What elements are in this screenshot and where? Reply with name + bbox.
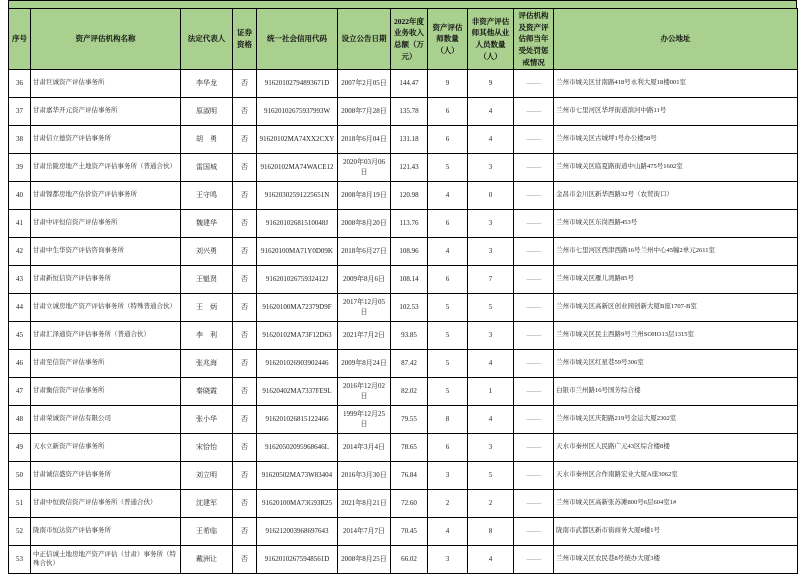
cell-institution-name: 甘肃诚信盛资产评估事务所	[31, 462, 181, 490]
cell-appraiser-count: 5	[428, 154, 468, 182]
cell-institution-name: 甘肃嘉华开元资产评估事务所	[31, 98, 181, 126]
cell-credit-code: 91620102675932412J	[257, 266, 338, 294]
cell-office-address: 天水市秦州区人民路广元43区综合楼8楼	[554, 434, 798, 462]
cell-announcement-date: 2014年3月4日	[338, 434, 391, 462]
cell-appraiser-count: 4	[428, 518, 468, 546]
cell-legal-representative: 刘立明	[181, 462, 233, 490]
cell-serial-number: 49	[9, 434, 31, 462]
cell-legal-representative: 秦晓霞	[181, 378, 233, 406]
cell-securities-qualification: 否	[233, 378, 257, 406]
cell-securities-qualification: 否	[233, 518, 257, 546]
institution-table	[8, 8, 798, 574]
table-row	[9, 350, 798, 378]
cell-legal-representative: 王魁贤	[181, 266, 233, 294]
cell-appraiser-count: 3	[428, 546, 468, 574]
cell-appraiser-count: 4	[428, 182, 468, 210]
cell-securities-qualification: 否	[233, 126, 257, 154]
cell-legal-representative: 王守鸣	[181, 182, 233, 210]
cell-punishment-status: ——	[514, 546, 554, 574]
cell-revenue-2022: 135.78	[391, 98, 428, 126]
cell-appraiser-count: 6	[428, 126, 468, 154]
cell-revenue-2022: 66.02	[391, 546, 428, 574]
table-row	[9, 238, 798, 266]
cell-institution-name: 甘肃衡信资产评估事务所	[31, 378, 181, 406]
cell-securities-qualification: 否	[233, 350, 257, 378]
table-row	[9, 462, 798, 490]
cell-punishment-status: ——	[514, 518, 554, 546]
table-row	[9, 210, 798, 238]
cell-other-staff-count: 8	[468, 518, 514, 546]
cell-punishment-status: ——	[514, 462, 554, 490]
cell-revenue-2022: 76.84	[391, 462, 428, 490]
cell-securities-qualification: 否	[233, 490, 257, 518]
cell-revenue-2022: 82.02	[391, 378, 428, 406]
table-row	[9, 182, 798, 210]
cell-institution-name: 甘肃立诚房地产资产评估事务所（特殊普通合伙）	[31, 294, 181, 322]
cell-other-staff-count: 4	[468, 406, 514, 434]
cell-office-address: 天水市秦州区合作南路宏业大厦A座3062室	[554, 462, 798, 490]
cell-serial-number: 50	[9, 462, 31, 490]
cell-serial-number: 39	[9, 154, 31, 182]
cell-announcement-date: 1999年12月25日	[338, 406, 391, 434]
cell-office-address: 兰州市城关区甘南路418号永利大厦18楼001室	[554, 70, 798, 98]
cell-legal-representative: 戴洲让	[181, 546, 233, 574]
cell-credit-code: 916201026903902446	[257, 350, 338, 378]
cell-legal-representative: 原淑明	[181, 98, 233, 126]
cell-announcement-date: 2008年8月20日	[338, 210, 391, 238]
cell-securities-qualification: 否	[233, 294, 257, 322]
cell-announcement-date: 2021年7月2日	[338, 322, 391, 350]
cell-serial-number: 36	[9, 70, 31, 98]
cell-serial-number: 44	[9, 294, 31, 322]
cell-office-address: 金昌市金川区新华西路32号（农贸街口）	[554, 182, 798, 210]
cell-other-staff-count: 4	[468, 126, 514, 154]
cell-punishment-status: ——	[514, 126, 554, 154]
col-header-announcement-date: 设立公告日期	[338, 9, 391, 70]
cell-credit-code: 91620102MA74XX2CXY	[257, 126, 338, 154]
cell-serial-number: 37	[9, 98, 31, 126]
cell-office-address: 兰州市城关区东岗西路453号	[554, 210, 798, 238]
cell-serial-number: 41	[9, 210, 31, 238]
cell-legal-representative: 雷国城	[181, 154, 233, 182]
cell-revenue-2022: 120.98	[391, 182, 428, 210]
col-header-office-address: 办公地址	[554, 9, 798, 70]
col-header-revenue-2022: 2022年度业务收入总额（万元）	[391, 9, 428, 70]
cell-other-staff-count: 7	[468, 266, 514, 294]
cell-credit-code: 91620302591225651N	[257, 182, 338, 210]
header-row	[9, 9, 798, 70]
cell-credit-code: 91620402MA7337FE9L	[257, 378, 338, 406]
cell-institution-name: 天水立新资产评估事务所	[31, 434, 181, 462]
cell-appraiser-count: 6	[428, 210, 468, 238]
cell-securities-qualification: 否	[233, 154, 257, 182]
cell-revenue-2022: 131.18	[391, 126, 428, 154]
cell-appraiser-count: 8	[428, 406, 468, 434]
table-row	[9, 98, 798, 126]
cell-announcement-date: 2020年03月06日	[338, 154, 391, 182]
cell-other-staff-count: 2	[468, 490, 514, 518]
cell-revenue-2022: 70.45	[391, 518, 428, 546]
cell-securities-qualification: 否	[233, 238, 257, 266]
cell-revenue-2022: 93.85	[391, 322, 428, 350]
cell-serial-number: 43	[9, 266, 31, 294]
clipped-row-strip	[8, 0, 797, 8]
cell-other-staff-count: 1	[468, 378, 514, 406]
cell-office-address: 兰州市城关区农民巷8号统办大厦3楼	[554, 546, 798, 574]
cell-announcement-date: 2018年6月04日	[338, 126, 391, 154]
cell-legal-representative: 张小华	[181, 406, 233, 434]
cell-punishment-status: ——	[514, 154, 554, 182]
table-row	[9, 546, 798, 574]
cell-institution-name: 甘肃中恒致信资产评估事务所（普通合伙）	[31, 490, 181, 518]
cell-serial-number: 52	[9, 518, 31, 546]
col-header-other-staff-count: 非资产评估师其他从业人员数量（人）	[468, 9, 514, 70]
cell-announcement-date: 2008年7月28日	[338, 98, 391, 126]
cell-appraiser-count: 5	[428, 294, 468, 322]
cell-serial-number: 42	[9, 238, 31, 266]
cell-office-address: 兰州市城关区临夏路街道中山路475号1602室	[554, 154, 798, 182]
cell-legal-representative: 宋恰怡	[181, 434, 233, 462]
cell-credit-code: 91620100MA73G93R25	[257, 490, 338, 518]
table-row	[9, 378, 798, 406]
cell-announcement-date: 2018年6月27日	[338, 238, 391, 266]
cell-revenue-2022: 121.43	[391, 154, 428, 182]
cell-office-address: 陇南市武都区新市街商务大厦8楼1号	[554, 518, 798, 546]
cell-serial-number: 40	[9, 182, 31, 210]
table-row	[9, 266, 798, 294]
cell-institution-name: 甘肃中评恒信资产评估事务所	[31, 210, 181, 238]
cell-announcement-date: 2016年12月02日	[338, 378, 391, 406]
table-row	[9, 126, 798, 154]
cell-other-staff-count: 3	[468, 154, 514, 182]
cell-appraiser-count: 6	[428, 98, 468, 126]
cell-institution-name: 甘肃汇泽通资产评估事务所（普通合伙）	[31, 322, 181, 350]
cell-institution-name: 中正信诚土地房地产资产评估（甘肃）事务所（特殊合伙）	[31, 546, 181, 574]
col-header-legal-representative: 法定代表人	[181, 9, 233, 70]
cell-punishment-status: ——	[514, 266, 554, 294]
table-row	[9, 434, 798, 462]
col-header-serial-number: 序号	[9, 9, 31, 70]
cell-credit-code: 91620102MA74WACE12	[257, 154, 338, 182]
cell-office-address: 兰州市城关区雁儿湾路85号	[554, 266, 798, 294]
cell-office-address: 兰州市城关区高新区创业园创新大厦B座1707-B室	[554, 294, 798, 322]
cell-serial-number: 48	[9, 406, 31, 434]
cell-punishment-status: ——	[514, 490, 554, 518]
cell-securities-qualification: 否	[233, 434, 257, 462]
table-body	[9, 70, 798, 574]
cell-other-staff-count: 9	[468, 70, 514, 98]
cell-office-address: 白银市兰州路16号国芳综合楼	[554, 378, 798, 406]
cell-other-staff-count: 0	[468, 182, 514, 210]
table-row	[9, 490, 798, 518]
cell-office-address: 兰州市城关区民主西路9号兰州SOHO13层1315室	[554, 322, 798, 350]
cell-appraiser-count: 6	[428, 266, 468, 294]
table-row	[9, 154, 798, 182]
cell-revenue-2022: 113.76	[391, 210, 428, 238]
cell-punishment-status: ——	[514, 294, 554, 322]
cell-revenue-2022: 108.14	[391, 266, 428, 294]
cell-serial-number: 53	[9, 546, 31, 574]
cell-announcement-date: 2017年12月05日	[338, 294, 391, 322]
cell-office-address: 兰州市城关区古城坪1号办公楼58号	[554, 126, 798, 154]
cell-credit-code: 91620502095968646L	[257, 434, 338, 462]
cell-credit-code: 91620102681510048J	[257, 210, 338, 238]
cell-punishment-status: ——	[514, 350, 554, 378]
cell-other-staff-count: 3	[468, 210, 514, 238]
cell-legal-representative: 胡 勇	[181, 126, 233, 154]
cell-serial-number: 38	[9, 126, 31, 154]
table-row	[9, 70, 798, 98]
cell-punishment-status: ——	[514, 378, 554, 406]
cell-other-staff-count: 4	[468, 546, 514, 574]
cell-credit-code: 91620102675948561D	[257, 546, 338, 574]
cell-revenue-2022: 144.47	[391, 70, 428, 98]
cell-appraiser-count: 3	[428, 462, 468, 490]
cell-appraiser-count: 4	[428, 238, 468, 266]
cell-credit-code: 91620100MA71Y0D09K	[257, 238, 338, 266]
spreadsheet-page	[8, 0, 797, 574]
col-header-appraiser-count: 资产评估师数量（人）	[428, 9, 468, 70]
cell-office-address: 兰州市七里河区华坪街道滨河中路11号	[554, 98, 798, 126]
table-row	[9, 518, 798, 546]
cell-announcement-date: 2009年8月6日	[338, 266, 391, 294]
cell-serial-number: 47	[9, 378, 31, 406]
table-header	[9, 9, 798, 70]
cell-appraiser-count: 5	[428, 350, 468, 378]
cell-announcement-date: 2007年2月05日	[338, 70, 391, 98]
cell-other-staff-count: 3	[468, 434, 514, 462]
cell-office-address: 兰州市城关区庆阳路219号金运大厦2302室	[554, 406, 798, 434]
cell-legal-representative: 王 炳	[181, 294, 233, 322]
cell-appraiser-count: 5	[428, 378, 468, 406]
table-row	[9, 322, 798, 350]
cell-punishment-status: ——	[514, 322, 554, 350]
cell-institution-name: 甘肃至信资产评估事务所	[31, 350, 181, 378]
cell-revenue-2022: 72.60	[391, 490, 428, 518]
cell-credit-code: 91620102MA73F12D63	[257, 322, 338, 350]
cell-institution-name: 甘肃巨诚资产评估事务所	[31, 70, 181, 98]
cell-other-staff-count: 3	[468, 238, 514, 266]
table-row	[9, 294, 798, 322]
col-header-institution-name: 资产评估机构名称	[31, 9, 181, 70]
cell-legal-representative: 张兆海	[181, 350, 233, 378]
cell-other-staff-count: 3	[468, 322, 514, 350]
cell-revenue-2022: 87.42	[391, 350, 428, 378]
cell-punishment-status: ——	[514, 406, 554, 434]
cell-legal-representative: 李 利	[181, 322, 233, 350]
cell-announcement-date: 2008年8月25日	[338, 546, 391, 574]
cell-announcement-date: 2016年3月30日	[338, 462, 391, 490]
cell-credit-code: 916201026815122466	[257, 406, 338, 434]
cell-revenue-2022: 108.96	[391, 238, 428, 266]
cell-credit-code: 91620100MA72379D9F	[257, 294, 338, 322]
cell-punishment-status: ——	[514, 182, 554, 210]
cell-securities-qualification: 否	[233, 406, 257, 434]
cell-credit-code: 91620502MA73W83404	[257, 462, 338, 490]
cell-legal-representative: 魏建华	[181, 210, 233, 238]
cell-legal-representative: 刘兴勇	[181, 238, 233, 266]
cell-punishment-status: ——	[514, 70, 554, 98]
cell-punishment-status: ——	[514, 238, 554, 266]
cell-appraiser-count: 6	[428, 434, 468, 462]
cell-other-staff-count: 4	[468, 98, 514, 126]
cell-announcement-date: 2014年7月7日	[338, 518, 391, 546]
col-header-securities-qualification: 证券资格	[233, 9, 257, 70]
cell-revenue-2022: 78.65	[391, 434, 428, 462]
cell-punishment-status: ——	[514, 98, 554, 126]
table-row	[9, 406, 798, 434]
cell-institution-name: 甘肃新恒信资产评估事务所	[31, 266, 181, 294]
cell-other-staff-count: 5	[468, 462, 514, 490]
cell-legal-representative: 沈建军	[181, 490, 233, 518]
cell-securities-qualification: 否	[233, 210, 257, 238]
cell-securities-qualification: 否	[233, 182, 257, 210]
cell-institution-name: 甘肃信立德资产评估事务所	[31, 126, 181, 154]
cell-securities-qualification: 否	[233, 462, 257, 490]
cell-credit-code: 91620102675937993W	[257, 98, 338, 126]
cell-appraiser-count: 5	[428, 322, 468, 350]
cell-serial-number: 45	[9, 322, 31, 350]
col-header-punishment-status: 评估机构及资产评估师当年受处罚惩戒情况	[514, 9, 554, 70]
cell-revenue-2022: 102.53	[391, 294, 428, 322]
cell-securities-qualification: 否	[233, 546, 257, 574]
cell-securities-qualification: 否	[233, 98, 257, 126]
cell-institution-name: 甘肃荣诚资产评估有限公司	[31, 406, 181, 434]
cell-institution-name: 陇南市恒达资产评估事务所	[31, 518, 181, 546]
cell-legal-representative: 王希临	[181, 518, 233, 546]
cell-serial-number: 51	[9, 490, 31, 518]
cell-securities-qualification: 否	[233, 266, 257, 294]
cell-announcement-date: 2009年8月24日	[338, 350, 391, 378]
cell-credit-code: 91620102794893671D	[257, 70, 338, 98]
cell-serial-number: 46	[9, 350, 31, 378]
cell-appraiser-count: 9	[428, 70, 468, 98]
cell-legal-representative: 李华龙	[181, 70, 233, 98]
cell-office-address: 兰州市城关区红星巷59号306室	[554, 350, 798, 378]
cell-securities-qualification: 否	[233, 70, 257, 98]
cell-office-address: 兰州市七里河区西津西路16号兰州中心45幢2单元2611室	[554, 238, 798, 266]
cell-securities-qualification: 否	[233, 322, 257, 350]
cell-institution-name: 甘肃岳陇房地产土地资产评估事务所（普通合伙）	[31, 154, 181, 182]
cell-office-address: 兰州市城关区高新张苏滩800号6层604室1#	[554, 490, 798, 518]
cell-announcement-date: 2008年8月19日	[338, 182, 391, 210]
cell-institution-name: 甘肃中生华资产评估咨询事务所	[31, 238, 181, 266]
cell-other-staff-count: 5	[468, 294, 514, 322]
cell-other-staff-count: 4	[468, 350, 514, 378]
cell-revenue-2022: 79.55	[391, 406, 428, 434]
cell-announcement-date: 2021年8月21日	[338, 490, 391, 518]
cell-punishment-status: ——	[514, 434, 554, 462]
col-header-credit-code: 统一社会信用代码	[257, 9, 338, 70]
cell-punishment-status: ——	[514, 210, 554, 238]
cell-credit-code: 916212003968697643	[257, 518, 338, 546]
cell-appraiser-count: 2	[428, 490, 468, 518]
cell-institution-name: 甘肃镍都房地产估价资产评估事务所	[31, 182, 181, 210]
